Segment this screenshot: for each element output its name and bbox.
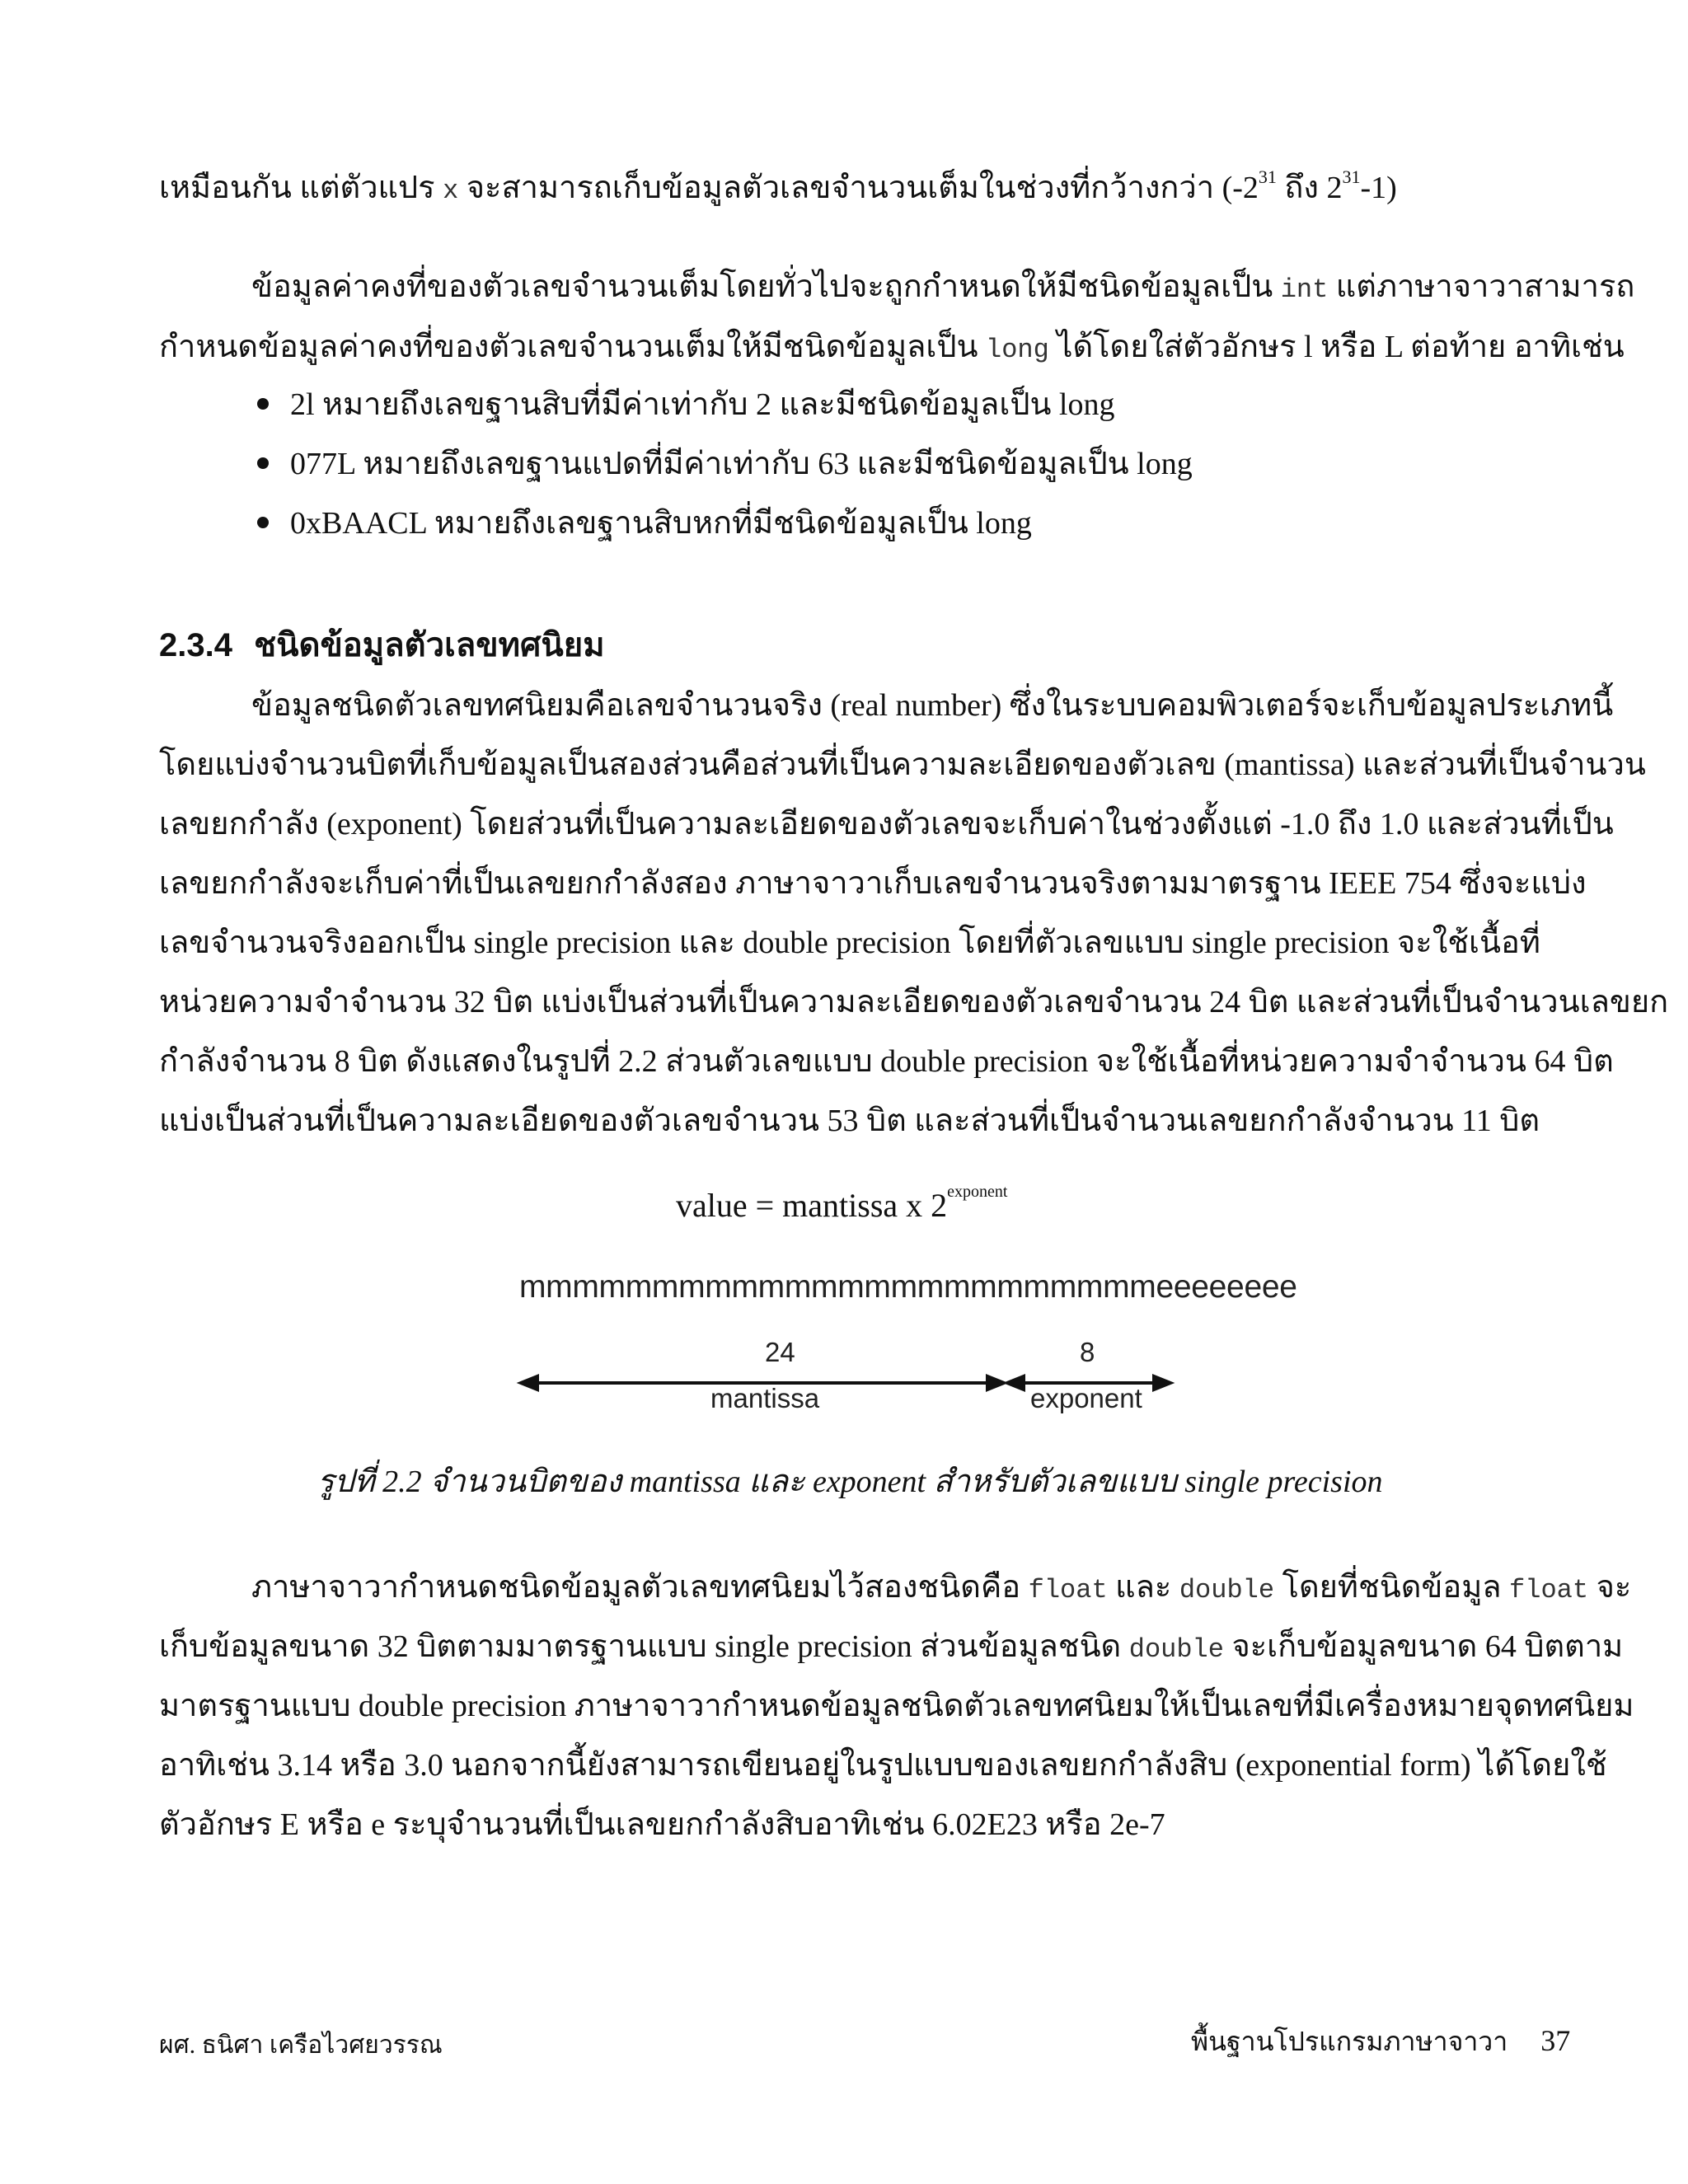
code-int: int	[1280, 274, 1329, 305]
text: ถึง 2	[1276, 171, 1343, 205]
exponent: 31	[1258, 166, 1277, 188]
mantissa-bit-count: 24	[765, 1337, 795, 1367]
text: -1)	[1360, 171, 1397, 205]
list-item-text: 0xBAACL หมายถึงเลขฐานสิบหกที่มีชนิดข้อมูลเป็น long	[290, 506, 1032, 541]
footer-book	[1191, 2021, 1570, 2063]
text: จะสามารถเก็บข้อมูลตัวเลขจำนวนเต็มในช่วงที่กว้างกว่า (-2	[458, 171, 1259, 205]
para3-line1	[251, 1564, 1632, 1614]
section-heading	[159, 622, 605, 668]
para2-line: เลขยกกำลัง (exponent) โดยส่วนที่เป็นความละเอียดของตัวเลขจะเก็บค่าในช่วงตั้งแต่ -1.0 ถึง 1.0 และส่วนที่เป็น	[159, 807, 1614, 841]
code-double: double	[1179, 1575, 1275, 1605]
para2-line: โดยแบ่งจำนวนบิตที่เก็บข้อมูลเป็นสองส่วนคือส่วนที่เป็นความละเอียดของตัวเลข (mantissa) และส่วนที่เป็นจำนวน	[159, 748, 1646, 782]
exponent: 31	[1342, 166, 1361, 188]
para2-line: เลขยกกำลังจะเก็บค่าที่เป็นเลขยกกำลังสอง ภาษาจาวาเก็บเลขจำนวนจริงตามมาตรฐาน IEEE 754 ซึ่งจะแบ่ง	[159, 866, 1587, 901]
list-item-text: 077L หมายถึงเลขฐานแปดที่มีค่าเท่ากับ 63 และมีชนิดข้อมูลเป็น long	[290, 447, 1193, 481]
arrow-left-icon	[521, 1376, 537, 1390]
text: แต่ภาษาจาวาสามารถ	[1328, 269, 1635, 304]
section-number: 2.3.4	[159, 627, 232, 663]
para3-line5: ตัวอักษร E หรือ e ระบุจำนวนที่เป็นเลขยกกำลังสิบอาทิเช่น 6.02E23 หรือ 2e-7	[159, 1807, 1165, 1842]
para2-line: กำลังจำนวน 8 บิต ดังแสดงในรูปที่ 2.2 ส่วนตัวเลขแบบ double precision จะใช้เนื้อที่หน่วยความจำจำนวน 64 บิต	[159, 1044, 1614, 1079]
intro-line	[159, 165, 1531, 214]
bullet-icon	[257, 398, 269, 410]
page-number: 37	[1540, 2024, 1571, 2057]
text: กำหนดข้อมูลค่าคงที่ของตัวเลขจำนวนเต็มให้มีชนิดข้อมูลเป็น	[159, 330, 987, 364]
arrow-left-icon	[1007, 1376, 1024, 1390]
footer-author: ผศ. ธนิศา เครือไวศยวรรณ	[159, 2032, 443, 2059]
para3-line2	[159, 1624, 1624, 1673]
para2-line: หน่วยความจำจำนวน 32 บิต แบ่งเป็นส่วนที่เป็นความละเอียดของตัวเลขจำนวน 24 บิต และส่วนที่เป็นจำนวนเลขยก	[159, 985, 1669, 1019]
bit-string: mmmmmmmmmmmmmmmmmmmmmmmmeeeeeeee	[519, 1269, 1297, 1305]
para2-line: ข้อมูลชนิดตัวเลขทศนิยมคือเลขจำนวนจริง (real number) ซึ่งในระบบคอมพิวเตอร์จะเก็บข้อมูลประเภทนี้	[251, 688, 1614, 723]
text: จะ	[1588, 1570, 1632, 1605]
list-item-text: 2l หมายถึงเลขฐานสิบที่มีค่าเท่ากับ 2 และมีชนิดข้อมูลเป็น long	[290, 387, 1115, 422]
code-double: double	[1128, 1634, 1224, 1665]
code-var: x	[443, 176, 459, 206]
text: และ	[1107, 1570, 1179, 1605]
code-float: float	[1509, 1575, 1589, 1605]
para2-line: เลขจำนวนจริงออกเป็น single precision และ double precision โดยที่ตัวเลขแบบ single precision จะใช้เนื้อที่	[159, 926, 1540, 960]
figure-caption: รูปที่ 2.2 จำนวนบิตของ mantissa และ exponent สำหรับตัวเลขแบบ single precision	[317, 1465, 1383, 1499]
text: โดยที่ชนิดข้อมูล	[1274, 1570, 1510, 1605]
arrow-right-icon	[1154, 1376, 1170, 1390]
text: ภาษาจาวากำหนดชนิดข้อมูลตัวเลขทศนิยมไว้สองชนิดคือ	[251, 1570, 1029, 1605]
para1-line1	[251, 264, 1635, 313]
text: จะเก็บข้อมูลขนาด 64 บิตตาม	[1223, 1629, 1624, 1664]
code-long: long	[986, 335, 1049, 365]
para1-line2	[159, 324, 1625, 373]
code-float: float	[1028, 1575, 1108, 1605]
text: ได้โดยใส่ตัวอักษร l หรือ L ต่อท้าย อาทิเช่น	[1048, 330, 1625, 364]
text: เหมือนกัน แต่ตัวแปร	[159, 171, 443, 205]
text: เก็บข้อมูลขนาด 32 บิตตามมาตรฐานแบบ single precision ส่วนข้อมูลชนิด	[159, 1629, 1129, 1664]
bullet-icon	[257, 517, 269, 528]
book-title: พื้นฐานโปรแกรมภาษาจาวา	[1191, 2027, 1508, 2056]
exponent-label: exponent	[1030, 1383, 1142, 1413]
bullet-icon	[257, 457, 269, 469]
para3-line3: มาตรฐานแบบ double precision ภาษาจาวากำหนดข้อมูลชนิดตัวเลขทศนิยมให้เป็นเลขที่มีเครื่องหมายจุดทศนิยม	[159, 1689, 1634, 1723]
para2-line: แบ่งเป็นส่วนที่เป็นความละเอียดของตัวเลขจำนวน 53 บิต และส่วนที่เป็นจำนวนเลขยกกำลังจำนวน 11 บิต	[159, 1104, 1540, 1138]
text: ข้อมูลค่าคงที่ของตัวเลขจำนวนเต็มโดยทั่วไปจะถูกกำหนดให้มีชนิดข้อมูลเป็น	[251, 269, 1281, 304]
formula-base: value = mantissa x 2	[676, 1187, 948, 1224]
mantissa-label: mantissa	[710, 1383, 820, 1413]
bit-layout-diagram	[503, 1269, 1297, 1434]
formula-exponent: exponent	[947, 1182, 1008, 1201]
exponent-bit-count: 8	[1080, 1337, 1095, 1367]
section-title: ชนิดข้อมูลตัวเลขทศนิยม	[253, 626, 605, 663]
arrow-right-icon	[987, 1376, 1004, 1390]
formula	[676, 1183, 1007, 1229]
para3-line4: อาทิเช่น 3.14 หรือ 3.0 นอกจากนี้ยังสามารถเขียนอยู่ในรูปแบบของเลขยกกำลังสิบ (exponential form) ได้โดยใช้	[159, 1748, 1607, 1783]
